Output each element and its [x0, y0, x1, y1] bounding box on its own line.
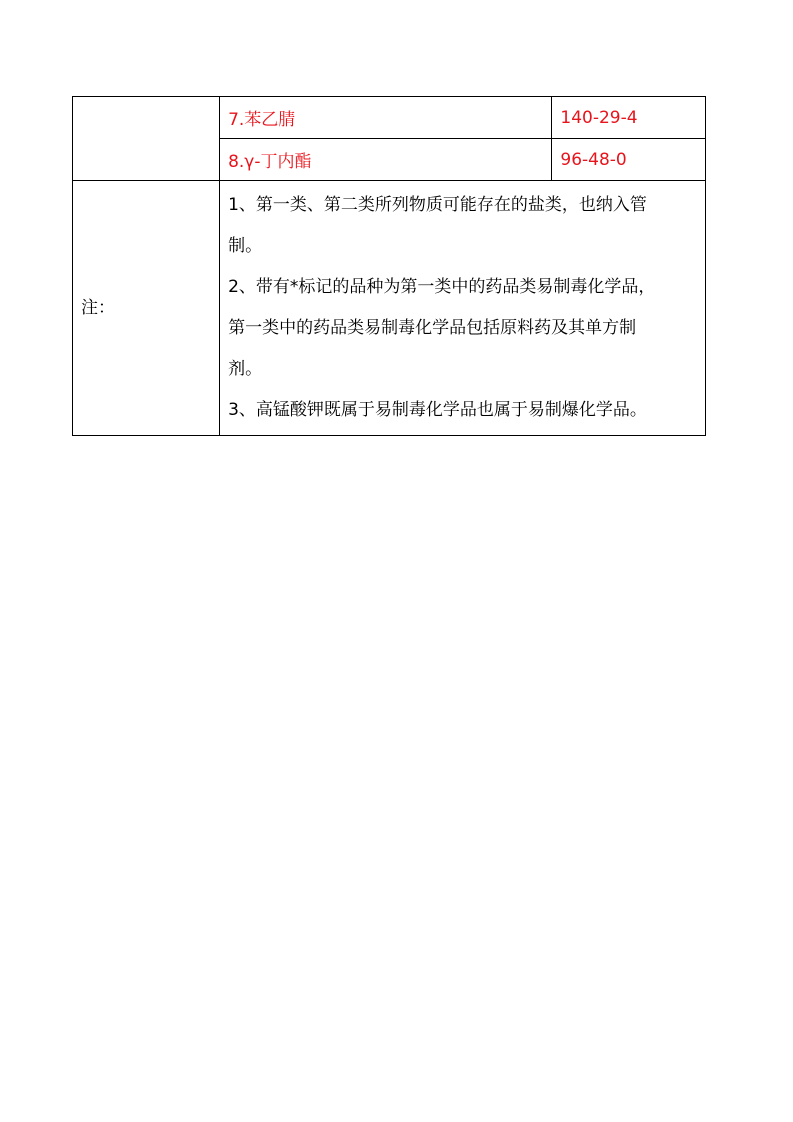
chemical-name-cell	[220, 139, 552, 181]
note-line: 3、高锰酸钾既属于易制毒化学品也属于易制爆化学品。	[228, 400, 647, 420]
note-line: 剂。	[228, 359, 263, 379]
category-cell-empty	[73, 97, 220, 181]
precursor-chemicals-table	[72, 96, 706, 436]
notes-label-cell	[73, 181, 220, 436]
notes-content-cell	[220, 181, 706, 436]
table-row	[73, 97, 706, 139]
cas-number-cell	[552, 97, 706, 139]
notes-row	[73, 181, 706, 436]
cas-number: 96-48-0	[560, 149, 627, 170]
note-line: 制。	[228, 236, 263, 256]
note-line: 1、第一类、第二类所列物质可能存在的盐类，也纳入管	[228, 195, 647, 215]
chemical-name: 7.苯乙腈	[228, 110, 296, 130]
chemical-name: 8.γ-丁内酯	[228, 152, 312, 172]
note-line: 2、带有*标记的品种为第一类中的药品类易制毒化学品，	[228, 277, 656, 297]
note-line: 第一类中的药品类易制毒化学品包括原料药及其单方制	[228, 318, 637, 338]
cas-number-cell	[552, 139, 706, 181]
notes-label: 注：	[81, 297, 115, 318]
cas-number: 140-29-4	[560, 107, 638, 128]
chemical-name-cell	[220, 97, 552, 139]
